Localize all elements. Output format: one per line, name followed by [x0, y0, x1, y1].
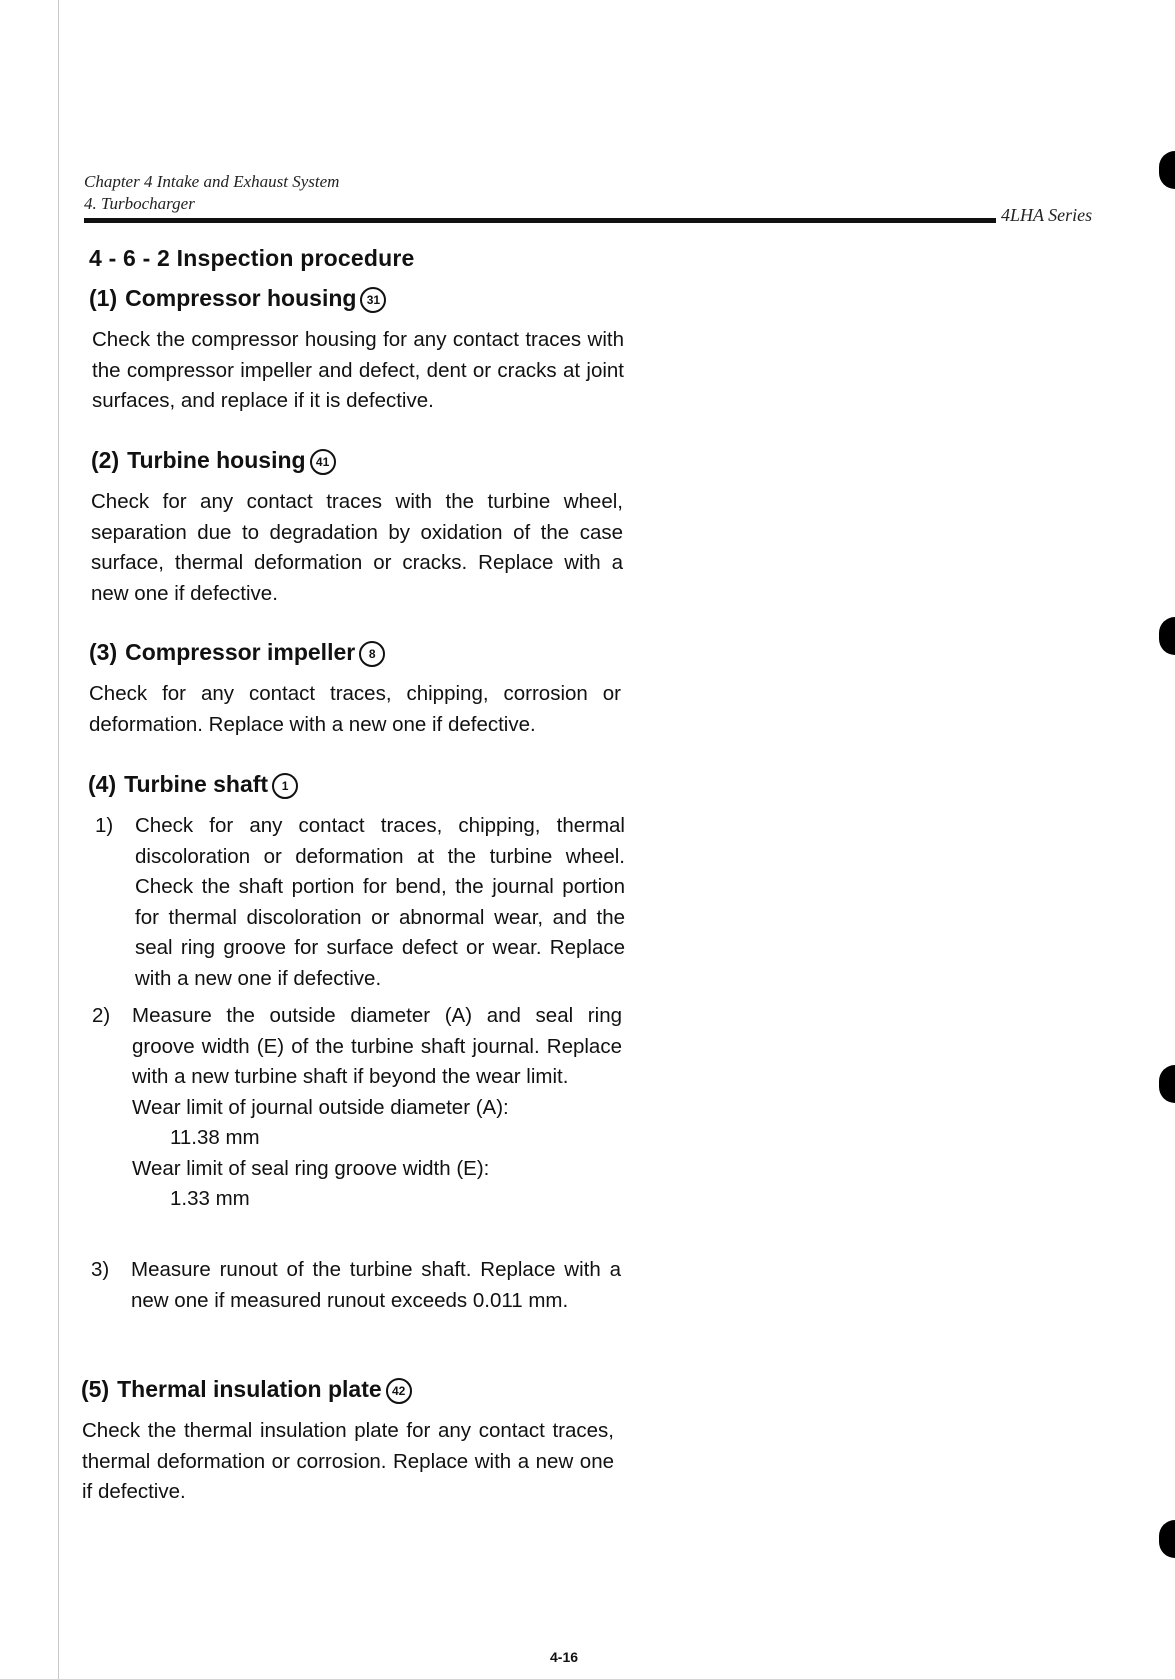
spec-label: Wear limit of journal outside diameter (A):: [132, 1095, 509, 1119]
section-number: (4): [88, 771, 117, 797]
section-heading: [81, 1376, 412, 1404]
section-number: (5): [81, 1376, 110, 1402]
list-item: [91, 1255, 621, 1350]
list-item-text: [132, 1001, 622, 1215]
header-rule: [84, 218, 996, 223]
measurement-instruction: Measure the outside diameter (A) and seal ring groove width (E) of the turbine shaft journal. Replace with a new turbine shaft if beyond the wear limit.: [132, 1004, 622, 1088]
section-title: Turbine shaft: [124, 771, 269, 797]
section-heading: [88, 771, 298, 799]
part-ref-badge: 31: [360, 287, 386, 313]
list-item-number: 3): [91, 1258, 110, 1281]
section-paragraph: Check for any contact traces, chipping, corrosion or deformation. Replace with a new one if defective.: [89, 682, 621, 736]
list-item-text: Check for any contact traces, chipping, thermal discoloration or deformation at the turbine wheel. Check the shaft portion for bend, the journal portion for thermal discoloration or abnormal wear, and the seal ring groove for surface defect or wear. Replace with a new one if defective.: [135, 814, 625, 990]
part-ref-badge: 8: [359, 641, 385, 667]
page-number: 4-16: [550, 1649, 579, 1665]
section-paragraph: Check for any contact traces with the turbine wheel, separation due to degradation by oxidation of the case surface, thermal deformation or cracks. Replace with a new one if defective.: [91, 490, 623, 605]
section-title: Turbine housing: [127, 447, 306, 473]
list-item: [92, 1001, 622, 1236]
section-paragraph: Check the thermal insulation plate for any contact traces, thermal deformation or corrosion. Replace with a new one if defective.: [82, 1419, 614, 1503]
list-item: [95, 811, 625, 996]
punch-hole-mark: [1159, 1520, 1175, 1558]
section-heading: [91, 447, 336, 475]
punch-hole-mark: [1159, 151, 1175, 189]
section-number: (2): [91, 447, 120, 473]
spec-label: Wear limit of seal ring groove width (E):: [132, 1156, 490, 1180]
list-item-number: 2): [92, 1004, 111, 1027]
running-header: [84, 171, 339, 215]
section-title: Thermal insulation plate: [117, 1376, 382, 1402]
punch-hole-mark: [1159, 617, 1175, 655]
list-item-number: 1): [95, 814, 114, 837]
section-number: (3): [89, 639, 118, 665]
section-paragraph: Check the compressor housing for any contact traces with the compressor impeller and defect, dent or cracks at joint surfaces, and replace if it is defective.: [92, 328, 624, 412]
series-label: 4LHA Series: [1001, 205, 1093, 225]
procedure-heading: 4 - 6 - 2 Inspection procedure: [89, 245, 415, 271]
part-ref-badge: 41: [310, 449, 336, 475]
section-heading: [89, 639, 385, 667]
chapter-title: Chapter 4 Intake and Exhaust System: [84, 172, 340, 191]
spec-value: 11.38 mm: [170, 1126, 260, 1149]
section-number: (1): [89, 285, 118, 311]
part-ref-badge: 1: [272, 773, 298, 799]
binding-margin-line: [58, 0, 59, 1679]
section-title: 4. Turbocharger: [84, 194, 195, 213]
part-ref-badge: 42: [386, 1378, 412, 1404]
list-item-text: Measure runout of the turbine shaft. Replace with a new one if measured runout exceeds 0.011 mm.: [131, 1258, 621, 1312]
section-title: Compressor impeller: [125, 639, 356, 665]
punch-hole-mark: [1159, 1065, 1175, 1103]
section-title: Compressor housing: [125, 285, 357, 311]
section-heading: [89, 285, 386, 313]
spec-value: 1.33 mm: [170, 1187, 250, 1210]
